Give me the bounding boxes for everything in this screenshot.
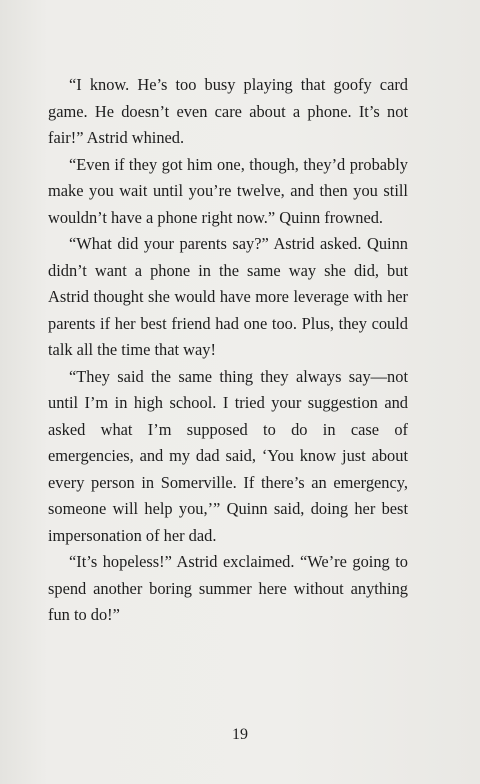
paragraph-5: “It’s hopeless!” Astrid exclaimed. “We’re going to spend another boring summer here without anything fun to do!”: [48, 552, 408, 624]
paragraph-2: “Even if they got him one, though, they’d probably make you wait until you’re twelve, and then you still wouldn’t have a phone right now.” Quinn frowned.: [48, 154, 408, 227]
page-number: 19: [232, 726, 248, 743]
paragraph-3: “What did your parents say?” Astrid asked. Quinn didn’t want a phone in the same way she did, but Astrid thought she would have more leverage with her parents if her best friend had one too. Plus, they could talk all the time that way!: [48, 234, 408, 359]
paragraph-1: “I know. He’s too busy playing that goofy card game. He doesn’t even care about a phone. It’s not fair!” Astrid whined.: [48, 75, 408, 147]
page-body-text: [48, 72, 408, 629]
paragraph-4: “They said the same thing they always say—not until I’m in high school. I tried your suggestion and asked what I’m supposed to do in case of emergencies, and my dad said, ‘You know just about every person in Somerville. If there’s an emergency, someone will help you,’” Quinn said, doing her best impersonation of her dad.: [48, 366, 408, 545]
